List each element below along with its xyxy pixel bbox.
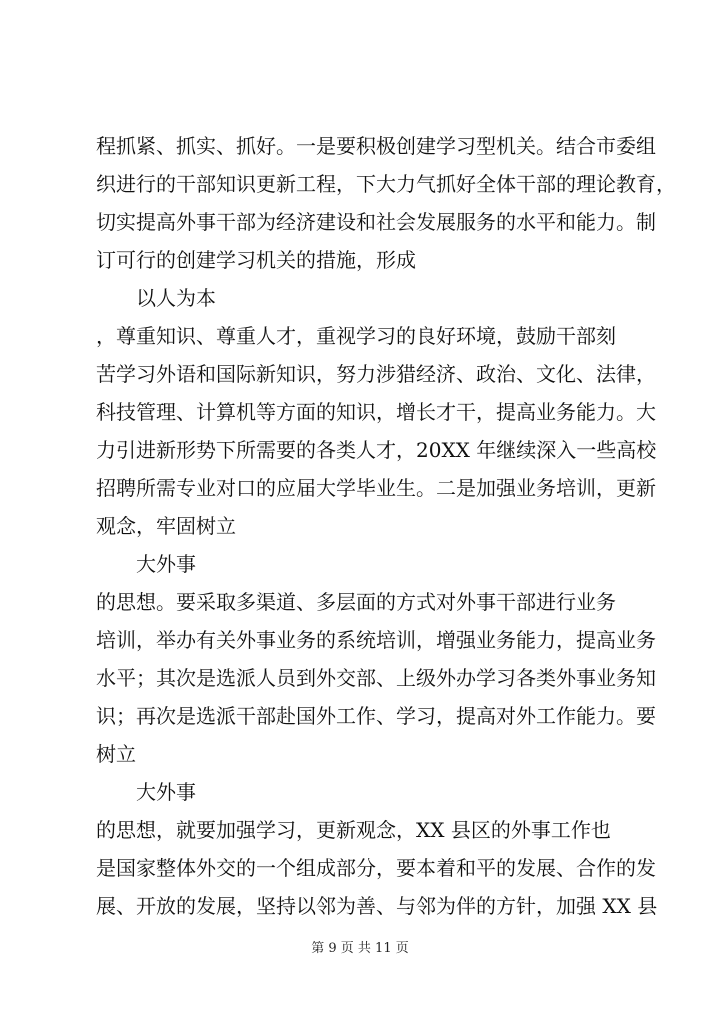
text-line: 的思想，就要加强学习，更新观念，XX 县区的外事工作也 — [96, 818, 611, 842]
page-number: 第 9 页 共 11 页 — [311, 941, 409, 956]
text-line: 观念，牢固树立 — [96, 514, 236, 538]
text-line: ，尊重知识、尊重人才，重视学习的良好环境，鼓励干部刻 — [96, 324, 616, 348]
text-line: 展、开放的发展，坚持以邻为善、与邻为伴的方针，加强 XX 县 — [96, 894, 658, 918]
text-line: 大外事 — [136, 552, 196, 576]
text-line: 培训，举办有关外事业务的系统培训，增强业务能力，提高业务 — [96, 628, 656, 652]
text-line: 力引进新形势下所需要的各类人才，20XX 年继续深入一些高校 — [96, 438, 657, 462]
text-line: 科技管理、计算机等方面的知识，增长才干，提高业务能力。大 — [96, 400, 656, 424]
text-line: 订可行的创建学习机关的措施，形成 — [96, 248, 416, 272]
text-line: 切实提高外事干部为经济建设和社会发展服务的水平和能力。制 — [96, 210, 656, 234]
text-line: 苦学习外语和国际新知识，努力涉猎经济、政治、文化、法律， — [96, 362, 656, 386]
text-line: 的思想。要采取多渠道、多层面的方式对外事干部进行业务 — [96, 590, 616, 614]
text-line: 以人为本 — [136, 286, 216, 310]
text-line: 招聘所需专业对口的应届大学毕业生。二是加强业务培训，更新 — [96, 476, 656, 500]
text-line: 程抓紧、抓实、抓好。一是要积极创建学习型机关。结合市委组 — [96, 134, 656, 158]
text-line: 识；再次是选派干部赴国外工作、学习，提高对外工作能力。要 — [96, 704, 656, 728]
text-line: 水平；其次是选派人员到外交部、上级外办学习各类外事业务知 — [96, 666, 656, 690]
text-line: 是国家整体外交的一个组成部分，要本着和平的发展、合作的发 — [96, 856, 656, 880]
text-line: 大外事 — [136, 780, 196, 804]
text-line: 树立 — [96, 742, 136, 766]
text-line: 织进行的干部知识更新工程，下大力气抓好全体干部的理论教育， — [96, 172, 676, 196]
